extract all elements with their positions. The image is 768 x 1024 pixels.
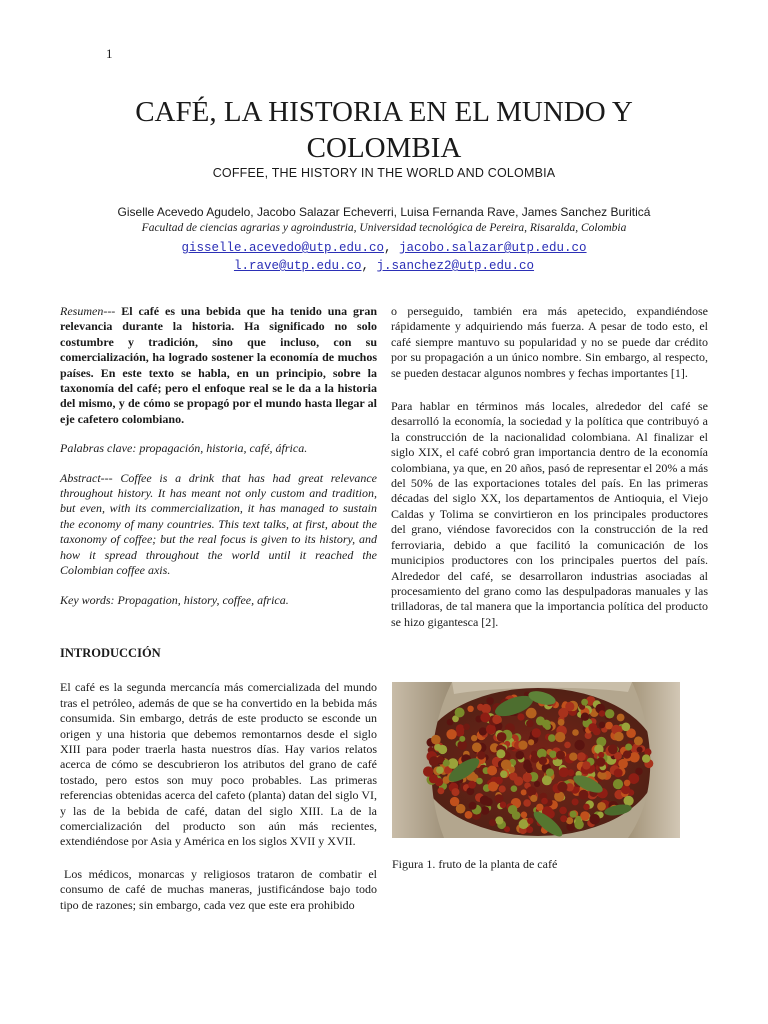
coffee-bean [471,735,477,741]
resumen-paragraph [60,304,377,427]
coffee-bean [508,805,517,814]
coffee-bean [495,816,503,824]
coffee-bean [480,713,490,723]
coffee-bean [546,768,554,776]
coffee-bean [523,799,531,807]
coffee-bean [558,719,565,726]
coffee-bean [526,826,533,833]
coffee-bean [519,819,529,829]
coffee-bean [492,715,501,724]
body-paragraph-2: Para hablar en términos más locales, alrededor del café se desarrolló la economía, la sociedad y la política que contribuyó a la construcción de la nacionalidad colombiana. Al finalizar el siglo XIX, el café cobró gran importancia dentro de la economía colombiana, ya que, en 20 años, pasó de representar el 20% a más del 50% de las exportaciones totales del país. En las primeras décadas del siglo XX, los departamentos de Antioquia, el Viejo Caldas y Tolima se convirtieron en los principales productores del grano, viéndose favorecidos con la construcción de la red ferroviaria, debido a que facilitó la comunicación de los municipios productores con los principales puertos del país. Alrededor del café, se desarrollaron industrias asociadas al procesamiento del grano como las despulpadoras manuales y las trilladoras, de tal manera que la importancia política del producto se hizo gigantesca [2]. [391,399,708,629]
abstract-paragraph [60,471,377,579]
coffee-bean [524,759,531,766]
resumen-label: Resumen--- [60,304,116,318]
coffee-bean [455,708,465,718]
palabras-clave: Palabras clave: propagación, historia, café, áfrica. [60,441,308,456]
section-heading-introduccion: INTRODUCCIÓN [60,645,161,660]
coffee-bean [579,790,589,800]
coffee-bean [488,782,498,792]
coffee-bean [559,807,567,815]
coffee-bean [497,732,507,742]
coffee-bean [479,727,487,735]
coffee-bean [516,751,525,760]
coffee-bean [467,706,473,712]
coffee-bean [429,756,439,766]
coffee-bean [527,818,533,824]
resumen-text: El café es una bebida que ha tenido una gran relevancia durante la historia. Ha significado no solo costumbre y tradición, sino que incluso, con su comercialización, ha logrado sostener la economía de muchos países. En este texto se habla, en un principio, sobre la taxonomía del café; pero el enfoque real se le da a la historia del mismo, y de cómo se propagó por el mundo hasta llegar al eje cafetero colombiano. [60,304,378,426]
coffee-bean [496,749,505,758]
coffee-bean [572,798,579,805]
coffee-bean [456,724,465,733]
coffee-bean [569,753,577,761]
coffee-bean [447,719,454,726]
coffee-bean [623,751,631,759]
coffee-bean [438,745,447,754]
coffee-bean [501,760,511,770]
abstract-text: Coffee is a drink that has had great relevance throughout history. It has meant not only custom and tradition, but even, with its commercialization, it has managed to sustain the economy of many countries. This text talks, at first, about the taxonomy of coffee; but the real focus is given to its history, and how it spread throughout the world until it reached the Colombian coffee axis. [60,470,377,578]
title-line-1: CAFÉ, LA HISTORIA EN EL MUNDO Y [135,96,633,128]
coffee-bean [624,796,634,806]
coffee-bean [500,802,507,809]
coffee-bean [588,723,597,732]
coffee-bean [637,747,643,753]
coffee-bean [583,804,590,811]
coffee-bean [542,775,552,785]
coffee-bean [599,722,606,729]
coffee-bean [536,804,543,811]
coffee-bean [608,744,618,754]
coffee-bean [572,729,579,736]
coffee-bean [582,761,590,769]
coffee-bean [446,729,456,739]
coffee-bean [539,757,547,765]
coffee-bean [574,740,584,750]
email-separator: , [361,259,377,273]
paper-subtitle: COFFEE, THE HISTORY IN THE WORLD AND COLOMBIA [212,166,556,180]
coffee-bean [467,787,475,795]
coffee-bean [450,797,459,806]
coffee-bean [565,702,574,711]
coffee-bean [465,811,473,819]
coffee-bean [463,724,470,731]
coffee-bean [452,788,460,796]
coffee-bean [511,785,518,792]
author-list: Giselle Acevedo Agudelo, Jacobo Salazar Echeverri, Luisa Fernanda Rave, James Sanchez Buriticá [117,205,651,219]
coffee-bean [596,757,605,766]
body-paragraph-1: o perseguido, también era más apetecido, expandiéndose rápidamente y adquiriendo más fuerza. A pesar de todo esto, el café siempre mantuvo su popularidad y no se puede dar crédito por su propagación a un único nombre. Sin embargo, al respecto, se pueden destacar algunos nombres y fechas importantes [1]. [391,304,708,380]
coffee-bean [597,802,606,811]
coffee-bean [476,778,483,785]
paper-title [60,94,708,166]
coffee-bean [486,697,493,704]
email-link-4[interactable]: j.sanchez2@utp.edu.co [376,259,535,273]
coffee-bean [598,752,604,758]
key-words: Key words: Propagation, history, coffee, africa. [60,592,289,607]
coffee-bean [514,777,523,786]
coffee-bean [605,709,614,718]
coffee-bean [536,716,545,725]
coffee-bean [459,736,465,742]
coffee-bean [521,789,527,795]
coffee-bean [500,771,507,778]
email-link-2[interactable]: jacobo.salazar@utp.edu.co [399,241,587,255]
coffee-bean [570,811,577,818]
coffee-bean [557,782,567,792]
coffee-bean [429,774,438,783]
coffee-bean [575,816,581,822]
coffee-bean [499,785,506,792]
coffee-cherries-figure [392,682,680,838]
title-line-2: COLOMBIA [306,132,462,164]
coffee-bean [614,769,623,778]
coffee-bean [477,751,485,759]
coffee-bean [559,767,569,777]
coffee-bean [621,785,630,794]
coffee-bean [614,732,624,742]
coffee-bean [431,735,441,745]
affiliation: Facultad de ciencias agrarias y agroindustria, Universidad tecnológica de Pereira, Risaralda, Colombia [141,222,627,234]
coffee-bean [642,754,650,762]
coffee-bean [564,742,571,749]
coffee-bean [481,806,490,815]
figure-caption: Figura 1. fruto de la planta de café [392,857,558,871]
coffee-bean [560,815,567,822]
coffee-bean [469,802,477,810]
intro-paragraph-1: El café es la segunda mercancía más comercializada del mundo tras el petróleo, además de que se ha convertido en la bebida más consumida. Sin embargo, detrás de este producto se esconde un origen y una historia que debemos remontarnos desde el siglo XIII para poder traerla hasta nuestros días. Hay varios relatos acerca de cómo se descubrieron los atributos del grano de café tostado, pero estos son muy poco probables. Las primeras referencias obtenidas acerca del cafeto (planta) datan del siglo VI, y las de la bebida de café, datan del siglo XIII. La de la comercialización del producto son aún más recientes, extendiéndose por Asia y América en los siglos XVII y XVII. [60,680,377,849]
coffee-bean [589,814,600,825]
coffee-bean [528,739,534,745]
coffee-bean [549,751,556,758]
page-number: 1 [106,46,113,61]
coffee-bean [634,736,643,745]
coffee-bean [480,796,489,805]
coffee-bean [624,780,631,787]
coffee-bean [635,768,642,775]
email-link-1[interactable]: gisselle.acevedo@utp.edu.co [181,241,384,255]
coffee-bean [472,743,482,753]
coffee-bean [548,734,556,742]
email-link-3[interactable]: l.rave@utp.edu.co [233,259,362,273]
left-column [60,304,377,913]
coffee-bean [526,720,534,728]
coffee-bean [481,704,491,714]
coffee-bean [555,732,565,742]
email-separator: , [384,241,400,255]
coffee-bean [532,728,541,737]
coffee-bean [581,699,588,706]
coffee-bean [622,723,631,732]
coffee-bean [487,766,497,776]
coffee-bean [521,812,528,819]
coffee-bean [599,710,605,716]
coffee-bean [504,826,510,832]
intro-paragraph-2: Los médicos, monarcas y religiosos trataron de combatir el consumo de café de muchas maneras, justificándose bajo todo tipo de razones; sin embargo, cada vez que este era prohibido [60,866,377,912]
coffee-bean [523,773,532,782]
coffee-bean [526,786,536,796]
coffee-bean [617,714,625,722]
coffee-bean [530,795,537,802]
coffee-cherries-illustration [392,682,680,838]
coffee-bean [438,787,445,794]
coffee-bean [517,713,524,720]
coffee-bean [486,724,496,734]
coffee-bean [625,744,632,751]
coffee-bean [468,781,476,789]
coffee-bean [518,741,527,750]
email-list [60,239,708,275]
coffee-bean [581,713,589,721]
right-column [391,304,708,630]
coffee-bean [541,798,548,805]
coffee-bean [489,819,496,826]
coffee-bean [545,724,551,730]
coffee-bean [534,781,540,787]
coffee-bean [556,751,565,760]
coffee-bean [526,708,537,719]
coffee-bean [495,794,504,803]
coffee-bean [577,752,586,761]
abstract-label: Abstract--- [60,470,113,485]
coffee-bean [436,766,444,774]
